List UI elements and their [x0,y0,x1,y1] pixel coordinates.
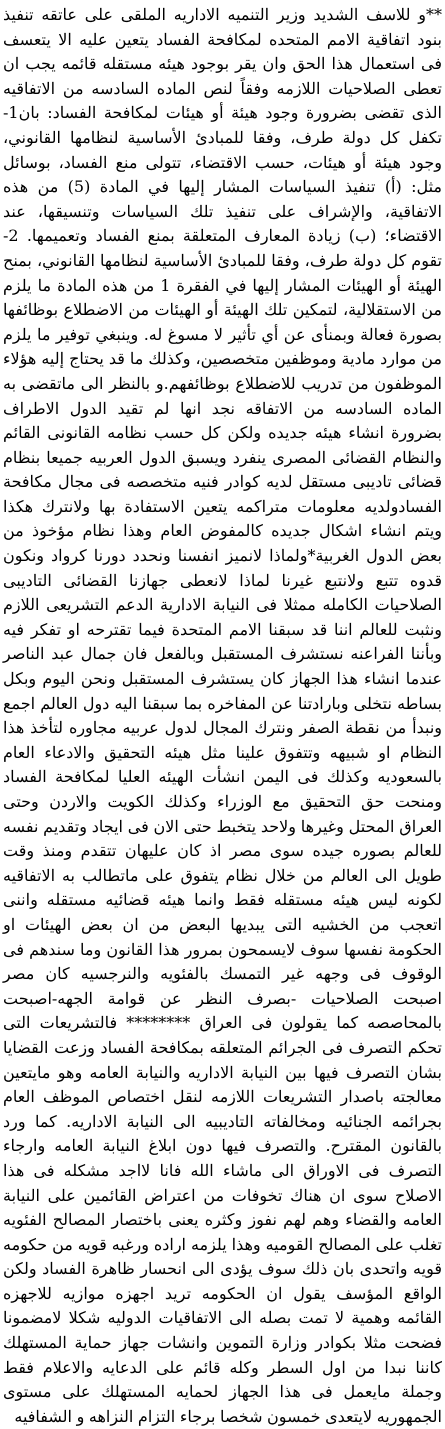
paragraph-text: **و للاسف الشديد وزير التنميه الاداريه الملقى على عاتقه تنفيذ بنود اتفاقية الامم المتحده لمكافحة الفساد يتعين عليه الا يتعسف فى استعمال هذا الحق وان يقر بوجود هيئه مستقله قائمه يجب ان تعطى الصلاحيات اللازمه وفقاً لنص الماده السادسه من الاتفاقيه الذى تقضى بضرورة وجود هيئة أو هيئات لمكافحة الفساد: بان1- تكفل كل دولة طرف، وفقا للمبادئ الأساسية لنظامها القانوني، وجود هيئة أو هيئات، حسب الاقتضاء، تتولى منع الفساد، بوسائل مثل: (أ) تنفيذ السياسات المشار إليها في المادة (5) من هذه الاتفاقية، والإشراف على تنفيذ تلك السياسات وتنسيقها، عند الاقتضاء؛ (ب) زيادة المعارف المتعلقة بمنع الفساد وتعميمها. 2- تقوم كل دولة طرف، وفقا للمبادئ الأساسية لنظامها القانوني، بمنح الهيئة أو الهيئات المشار إليها في الفقرة 1 من هذه المادة ما يلزم من الاستقلالية، لتمكين تلك الهيئة أو الهيئات من الاضطلاع بوظائفها بصورة فعالة وبمنأى عن أي تأثير لا مسوغ له. وينبغي توفير ما يلزم من موارد مادية وموظفين متخصصين، وكذلك ما قد يحتاج إليه هؤلاء الموظفون من تدريب للاضطلاع بوظائفهم.و بالنظر الى ماتقضى به الماده السادسه من الاتفاقه نجد انها لم تقيد الدول الاطراف بضرورة انشاء هيئه جديده ولكن كل حسب نظامه القانونى القائم والنظام القضائى المصرى ينفرد ويسبق الدول العربيه جميعا بنظام قضائى تاديبى مستقل لديه كوادر فنيه متخصصه فى مجال مكافحة الفسادولديه معلومات متراكمه يتعين الاستفادة بها ولانترك هكذا ويتم انشاء اشكال جديده كالمفوض العام وهذا نظام مؤخوذ من بعض الدول الغربية*ولماذا لانميز انفسنا ونحدد دورنا كرواد ونكون قدوه تتبع ولانتبع غيرنا لماذا لانعطى جهازنا القضائى التاديبى الصلاحيات الكامله ممثلا فى النيابة الادارية الدعم التشريعى اللازم ونثبت للعالم اننا قد سبقنا الامم المتحدة فيما تقترحه او تفكر فيه وبأننا الفراعنه نستشرف المستقبل وبالفعل فان جمال عبد الناصر عندما انشاء هذا الجهاز كان يستشرف المستقبل ونحن اليوم وبكل بساطه نتخلى وبارادتنا عن المفاخره بما سبقنا اليه دول العالم اجمع ونبدأ من نقطة الصفر ونترك المجال لدول عربيه مجاوره لتأخذ هذا النظام او شبيهه وتتفوق علينا مثل هيئه التحقيق والادعاء العام بالسعوديه وكذلك فى اليمن انشأت الهيئه العليا لمكافحة الفساد ومنحت حق التحقيق مع الوزراء وكذلك الكويت والاردن وحتى العراق المحتل وغيرها ولاحد يتخبط حتى الان فى ايجاد وتقديم نفسه للعالم بصوره جيده سوى مصر اذ كان عليهان تتقدم ومنذ وقت طويل الى العالم من خلال نظام يتفوق على ماتطالب به الاتفاقيه لكونه ليس هيئه مستقله فقط وانما هيئه قضائيه مستقله واننى اتعجب من الخشيه التى يبديها البعض من ان بعض الهيئات او الحكومة نفسها سوف لايسمحون بمرور هذا القانون وما سندهم فى الوقوف فى وجهه غير التمسك بالفئويه والنرجسيه كان مصر اصبحت الصلاحيات -بصرف النظر عن قوامة الجهه-اصبحت بالمحاصصه كما يقولون فى العراق ******** فالتشريعات التى تحكم التصرف فى الجرائم المتعلقه بمكافحة الفساد وزعت القضايا بشان التصرف فيها بين النيابة الاداريه والنيابة العامه وهو مايتعين معالجته باصدار التشريعات اللازمه لنقل اختصاص الموظف العام بجرائمه الجنائيه ومخالفاته التاديبيه الى النيابة الاداريه. كما ورد بالقانون المقترح. والتصرف فيها دون ابلاغ النيابة العامه وارجاء التصرف فى الاوراق الى ماشاء الله فانا لااجد مشكله فى هذا الاصلاح سوى ان هناك تخوفات من اعتراض القائمين على النيابة العامه والقضاء وهم لهم نفوز وكثره يعنى باختصار المصالح الفئويه تغلب على المصالح القوميه وهذا يلزمه اراده ورغبه قويه من حكومه قويه واتحدى بان ذلك سوف يؤدى الى انحسار ظاهرة الفساد ولكن الواقع المؤسف يقول ان الحكومه تريد اجهزه موازيه للاجهزه القائمه وهمية لا تمت بصله الى الاتفاقيات الدوليه شكلا لامضمونا فضحت مثلا بكوادر وزارة التموين وانشات جهاز حماية المستهلك كاننا نبدا من اول السطر وكله قائم على الدعايه والاعلام فقط وجملة مايعمل فى هذا الجهاز لحمايه المستهلك على مستوى الجمهوريه لايتعدى خمسون شخصا برجاء التزام النزاهه و الشفافيه [3,5,443,1426]
article-paragraph [3,3,442,1429]
